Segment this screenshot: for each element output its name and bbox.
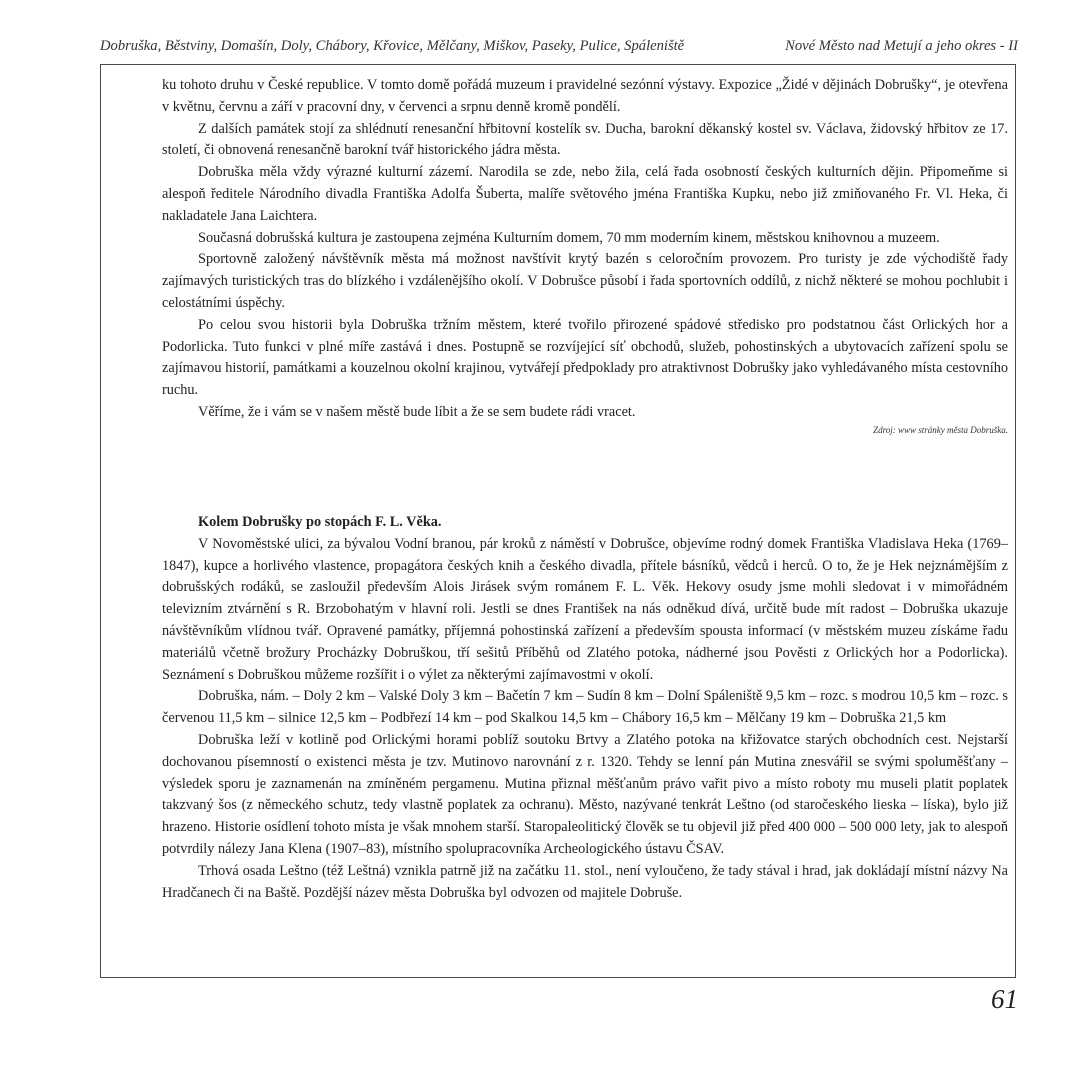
paragraph: Dobruška měla vždy výrazné kulturní zázemí. Narodila se zde, nebo žila, celá řada osobností českých kulturních dějin. Připomeňme si alespoň ředitele Národního divadla Františka Adolfa Šuberta, malíře světového jména Františka Kupku, nebo již zmiňovaného Fr. Vl. Heka, či nakladatele Jana Laichtera. <box>162 164 1008 224</box>
header-right-title: Nové Město nad Metují a jeho okres - II <box>785 38 1018 54</box>
running-header <box>100 38 1018 62</box>
source-note: Zdroj: www stránky města Dobruška. <box>873 424 1008 435</box>
paragraph: ku tohoto druhu v České republice. V tomto domě pořádá muzeum i pravidelné sezónní výstavy. Expozice „Židé v dějinách Dobrušky“, je otevřena v květnu, červnu a září v pracovní dny, v červenci a srpnu denně kromě pondělí. <box>162 77 1008 115</box>
paragraph: Sportovně založený návštěvník města má možnost navštívit krytý bazén s celoročním provozem. Pro turisty je zde východiště řady zajímavých turistických tras do blízkého i vzdálenějšího okolí. V Dobrušce působí i řada sportovních oddílů, z nichž některé se mohou pochlubit i celostátními úspěchy. <box>162 251 1008 311</box>
paragraph: Věříme, že i vám se v našem městě bude líbit a že se sem budete rádi vracet. <box>198 403 636 420</box>
paragraph: Po celou svou historii byla Dobruška tržním městem, které tvořilo přirozené spádové středisko pro podstatnou část Orlických hor a Podorlicka. Tuto funkci v plné míře zastává i dnes. Postupně se rozvíjející síť obchodů, služeb, pohostinských a ubytovacích zařízení spolu se zajímavou historií, památkami a kouzelnou okolní krajinou, vytvářejí předpoklady pro atraktivnost Dobrušky jako vyhledávaného místa cestovního ruchu. <box>162 316 1008 399</box>
page-number: 61 <box>991 984 1018 1014</box>
paragraph: V Novoměstské ulici, za bývalou Vodní branou, pár kroků z náměstí v Dobrušce, objevíme rodný domek Františka Vladislava Heka (1769–1847), kupce a horlivého vlastence, propagátora českých knih a českého divadla, přítele básníků, vědců i herců. O to, že je Hek nejznámějším z dobrušských rodáků, se zasloužil především Alois Jirásek svým románem F. L. Věk. Hekovy osudy jsme mohli sledovat i v mimořádném televizním ztvárnění s R. Brzobohatým v hlavní roli. Jestli se dnes František na nás odněkud dívá, určitě bude mít radost – Dobruška ukazuje návštěvníkům vlídnou tvář. Opravené památky, příjemná pohostinská zařízení a především spousta informací (v městském muzeu získáme řadu materiálů včetně brožury Procházky Dobruškou, tří sešitů Příběhů od Zlatého potoka, nádherné jsou Pověsti z Orlických hor a Podorlicka). Seznámení s Dobruškou můžeme rozšířit i o výlet za některými zajímavostmi v okolí. <box>162 535 1008 683</box>
header-left-title: Dobruška, Běstviny, Domašín, Doly, Chábory, Křovice, Mělčany, Miškov, Paseky, Pulice, Spáleniště <box>100 38 685 54</box>
paragraph: Trhová osada Leštno (též Leštná) vznikla patrně již na začátku 11. stol., není vyloučeno, že tady stával i hrad, jak dokládají místní názvy Na Hradčanech či na Baště. Pozdější název města Dobruška byl odvozen od majitele Dobruše. <box>162 862 1008 901</box>
section-hek-trail <box>162 512 1008 904</box>
route-paragraph: Dobruška, nám. – Doly 2 km – Valské Doly 3 km – Bačetín 7 km – Sudín 8 km – Dolní Spáleniště 9,5 km – rozc. s modrou 10,5 km – rozc. s červenou 11,5 km – silnice 12,5 km – Podbřezí 14 km – pod Skalkou 14,5 km – Chábory 16,5 km – Mělčany 19 km – Dobruška 21,5 km <box>162 688 1008 727</box>
section-dobruska-culture <box>162 75 1008 436</box>
section-title: Kolem Dobrušky po stopách F. L. Věka. <box>198 514 442 530</box>
paragraph: Současná dobrušská kultura je zastoupena zejména Kulturním domem, 70 mm moderním kinem, městskou knihovnou a muzeem. <box>198 229 940 246</box>
paragraph: Z dalších památek stojí za shlédnutí renesanční hřbitovní kostelík sv. Ducha, barokní děkanský kostel sv. Václava, židovský hřbitov ze 17. století, či obnovená renesančně barokní tvář historického jádra města. <box>162 120 1008 159</box>
paragraph: Dobruška leží v kotlině pod Orlickými horami poblíž soutoku Brtvy a Zlatého potoka na křižovatce starých obchodních cest. Nejstarší dochovanou písemností o existenci města je tzv. Mutinovo narovnání z r. 1320. Tehdy se lenní pán Mutina znesvářil se svými spoluměšťany – výsledek sporu je zaznamenán na zmíněném pergamenu. Mutina přiznal měšťanům právo vařit pivo a místo roboty mu museli platit poplatek takzvaný šos (z německého schutz, tedy vlastně poplatek za ochranu). Město, nazývané tenkrát Leštno (od staročeského lieska – líska), bylo již hrazeno. Historie osídlení tohoto místa je však mnohem starší. Staropaleolitický člověk se tu objevil již před 400 000 – 500 000 lety, jak to alespoň potvrdily nálezy Jana Klena (1907–83), místního spolupracovníka Archeologického ústavu ČSAV. <box>162 731 1008 857</box>
